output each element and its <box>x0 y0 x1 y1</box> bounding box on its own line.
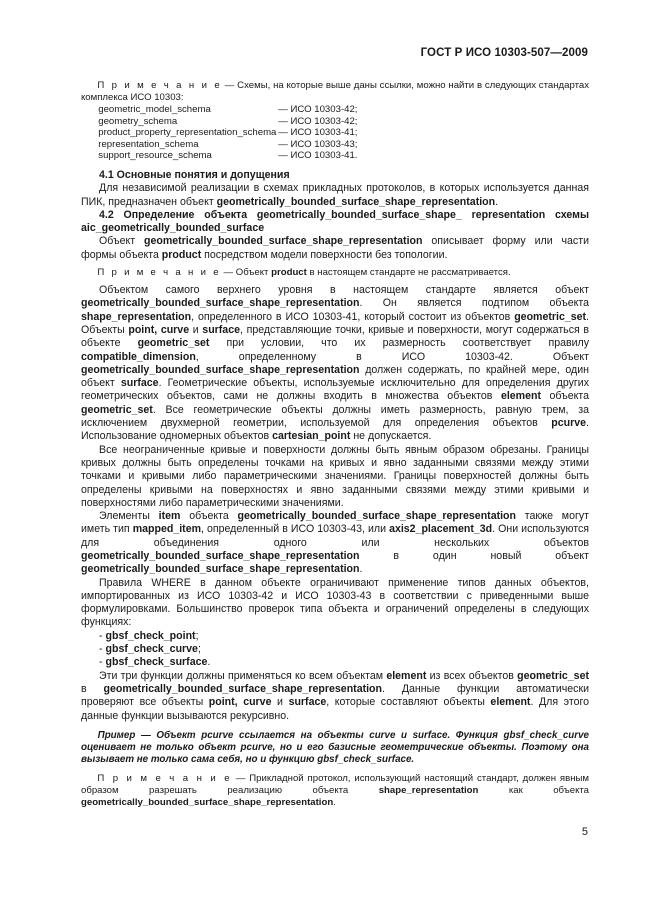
text-run: . Геометрические объекты, используемые исключительно для определения других геометрических объектов, сами не должны входить в множества объектов <box>81 377 589 403</box>
entity-name: geometrically_bounded_surface_shape_representation <box>237 510 516 523</box>
paragraph-4-2 <box>81 235 589 262</box>
function-name: gbsf_check_surface <box>105 656 208 669</box>
paragraph-unbounded-curves: Все неограниченные кривые и поверхности должны быть явным образом обрезаны. Границы кривых должны быть определены точками на кривых и явно заданными связями между этими точками и кривыми либо параметрическими значениями. Границы поверхностей должны быть определены кривыми на поверхностях и явно заданными связями между этими кривыми и поверхностями либо параметрическими значениями. <box>81 443 589 509</box>
schema-name: representation_schema <box>98 138 199 150</box>
entity-name: geometrically_bounded_surface_shape_representation <box>81 797 334 809</box>
list-dash: - <box>99 629 106 642</box>
text-run: . Объекты <box>81 310 589 336</box>
text-run: Для независимой реализации в схемах прикладных протоколов, в которых используется данная ПИК, предназначен объект <box>81 182 589 208</box>
text-run: . <box>359 563 363 576</box>
list-item <box>81 643 589 656</box>
list-dash: - <box>99 656 106 669</box>
note-label: П р и м е ч а н и е <box>97 773 232 785</box>
table-row <box>98 127 357 139</box>
text-run: описывает форму или части формы объекта <box>81 235 589 261</box>
entity-name: point, curve <box>208 696 272 709</box>
section-heading-4-1: 4.1 Основные понятия и допущения <box>99 168 290 181</box>
note-label: П р и м е ч а н и е <box>97 267 221 279</box>
paragraph-items <box>81 510 589 576</box>
table-row <box>98 116 357 128</box>
text-run: . Он является подтипом объекта <box>359 297 589 310</box>
paragraph-where-rules: Правила WHERE в данном объекте ограничивают применение типов данных объектов, импортированных из ИСО 10303-42 и ИСО 10303-43 в соответствии с приведенными выше формулировками. Большинство проверок типа объекта и ограничений определены в следующих функциях: <box>81 576 589 629</box>
text-run: . <box>495 195 499 208</box>
entity-name: surface <box>120 377 159 390</box>
text-run: , которые составляют объекты <box>326 696 491 709</box>
entity-name: geometrically_bounded_surface_shape_representation <box>216 195 496 208</box>
text-run: Элементы <box>99 510 159 523</box>
text-run: и <box>271 696 289 709</box>
text-run: — Объект <box>220 267 272 279</box>
text-run: . <box>207 656 211 669</box>
entity-name: axis2_placement_3d <box>389 523 493 536</box>
text-run: , определенный в ИСО 10303-43, или <box>201 523 390 536</box>
table-row <box>98 104 357 116</box>
entity-name: geometrically_bounded_surface_shape_representation <box>81 549 360 562</box>
paragraph-4-1 <box>81 182 589 209</box>
text-run: не допускается. <box>350 430 432 443</box>
text-run: Объект <box>99 235 144 248</box>
text-run: , определенному в ИСО 10303-42. Объект <box>195 350 589 363</box>
text-run: также могут иметь тип <box>81 510 589 536</box>
schema-standard: — ИСО 10303-42; <box>278 115 358 127</box>
schema-reference-table <box>98 104 357 162</box>
entity-name: geometrically_bounded_surface_shape_representation <box>81 297 360 310</box>
text-run: из всех объектов <box>426 669 518 682</box>
entity-name: item <box>158 510 181 523</box>
page-number: 5 <box>581 826 588 838</box>
schema-standard: — ИСО 10303-43; <box>278 138 358 150</box>
entity-name: geometrically_bounded_surface_shape_representation <box>143 235 423 248</box>
entity-name: element <box>500 390 541 403</box>
text-run: . Все геометрические объекты должны иметь размерность, равную трем, за исключением двухмерной геометрии, используемой для определения объектов <box>81 403 589 430</box>
entity-name: geometric_set <box>137 337 210 350</box>
text-run: объекта <box>180 510 238 523</box>
text-run: — Прикладной протокол, использующий настоящий стандарт, должен явным образом разрешать реализацию объекта <box>81 773 589 797</box>
note-schemas <box>81 80 589 104</box>
entity-name: shape_representation <box>378 785 479 797</box>
function-name: gbsf_check_curve <box>105 643 198 656</box>
entity-name: product <box>161 248 202 261</box>
entity-name: geometrically_bounded_surface_shape_representation <box>81 563 360 576</box>
text-run: при условии, что их размерность соответствует правилу <box>209 337 589 350</box>
note-text: — Схемы, на которые выше даны ссылки, можно найти в следующих стандартах комплекса ИСО 10303: <box>81 80 589 103</box>
note-label: П р и м е ч а н и е <box>97 80 222 91</box>
text-run: в <box>81 682 104 695</box>
entity-name: element <box>490 696 531 709</box>
function-name: gbsf_check_point <box>105 629 196 642</box>
text-run: . Они используются для объединения одного или нескольких объектов <box>81 523 589 549</box>
entity-name: geometrically_bounded_surface_shape_representation <box>103 682 382 695</box>
text-run: , определенного в ИСО 10303-41, который состоит из объектов <box>191 310 515 323</box>
entity-name: geometric_set <box>517 669 589 682</box>
entity-name: geometric_set <box>81 403 153 416</box>
text-run: . Использование одномерных объектов <box>81 417 589 443</box>
standard-header: ГОСТ Р ИСО 10303-507—2009 <box>420 47 588 59</box>
entity-name: compatible_dimension <box>81 350 196 363</box>
entity-name: pcurve <box>551 417 587 430</box>
paragraph-function-application <box>81 670 589 723</box>
note-application-protocol <box>81 773 589 809</box>
table-row <box>98 139 357 151</box>
entity-name: element <box>386 669 427 682</box>
list-item <box>81 630 589 643</box>
text-run: и <box>189 323 203 336</box>
schema-name: geometry_schema <box>98 115 178 127</box>
entity-name: mapped_item <box>132 523 202 536</box>
text-run: Эти три функции должны применяться ко всем объектам <box>99 669 387 682</box>
text-run: объекта <box>540 390 589 403</box>
schema-name: support_resource_schema <box>98 150 212 162</box>
entity-name: shape_representation <box>81 310 192 323</box>
text-run: . <box>333 797 336 809</box>
text-run: , представляющие точки, кривые и поверхности, могут содержаться в объекте <box>81 323 589 350</box>
entity-name: product <box>271 267 307 279</box>
note-product <box>81 267 589 279</box>
entity-name: surface <box>202 323 240 336</box>
list-item <box>81 656 589 669</box>
text-run: в настоящем стандарте не рассматривается. <box>306 267 511 279</box>
text-run: . Данные функции автоматически проверяют все объекты <box>81 682 590 709</box>
text-run: в один новый объект <box>359 549 589 562</box>
entity-name: point, curve <box>128 323 190 336</box>
text-run: ; <box>197 643 201 656</box>
text-run: . Для этого данные функции вызываются рекурсивно. <box>81 696 589 722</box>
list-dash: - <box>99 643 106 656</box>
text-run: должен содержать, по крайней мере, один объект <box>81 363 589 390</box>
entity-name: geometric_set <box>514 310 587 323</box>
schema-standard: — ИСО 10303-42; <box>278 104 358 115</box>
table-row <box>98 150 357 162</box>
entity-name: surface <box>288 696 327 709</box>
example-pcurve: Пример — Объект pcurve ссылается на объекты curve и surface. Функция gbsf_check_curve оценивает не только объект pcurve, но и его базисные геометрические объекты. Поэтому она вызывает не только сама себя, но и функцию gbsf_check_surface. <box>81 729 589 766</box>
page-content <box>81 80 589 809</box>
text-run: Объектом самого верхнего уровня в настоящем стандарте является объект <box>99 284 589 297</box>
schema-standard: — ИСО 10303-41. <box>278 150 358 162</box>
text-run: как объекта <box>478 785 589 797</box>
section-heading-4-2: 4.2 Определение объекта geometrically_bounded_surface_shape_ representation схемы aic_geometrically_bounded_surface <box>81 208 589 235</box>
text-run: посредством модели поверхности без топологии. <box>201 248 448 261</box>
schema-name: product_property_representation_schema <box>98 127 277 139</box>
schema-standard: — ИСО 10303-41; <box>278 127 358 139</box>
text-run: ; <box>195 629 199 642</box>
entity-name: geometrically_bounded_surface_shape_representation <box>81 363 360 376</box>
paragraph-top-level-object <box>81 284 589 444</box>
schema-name: geometric_model_schema <box>98 104 211 115</box>
entity-name: cartesian_point <box>272 430 351 443</box>
